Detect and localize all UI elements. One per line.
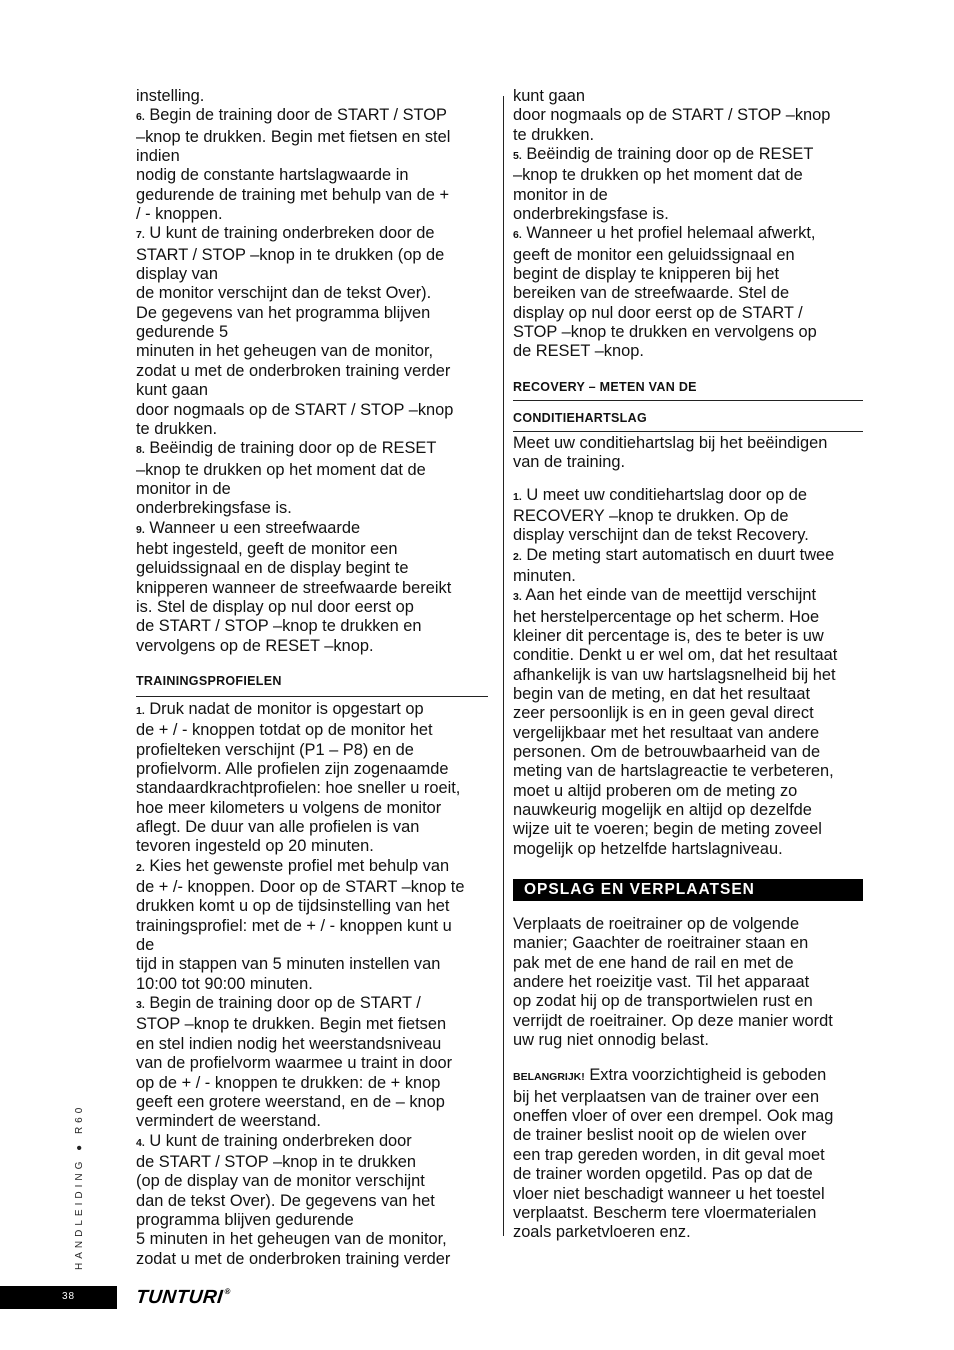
line-text: Beëindig de training door op de RESET <box>526 145 814 164</box>
line-text: U kunt de training onderbreken door de <box>149 224 435 243</box>
line-text: Aan het einde van de meettijd verschijnt <box>525 586 817 605</box>
line-text: van de profielvorm waarmee u traint in door <box>136 1054 453 1073</box>
line-text: Wanneer u een streefwaarde <box>149 518 361 537</box>
text-line <box>136 147 488 166</box>
line-text: op zodat hij op de transportwielen rust en <box>513 992 813 1011</box>
text-line <box>136 1112 488 1131</box>
text-line <box>513 1031 863 1050</box>
step-number: 1. <box>513 490 522 503</box>
heading-divider <box>136 696 488 697</box>
line-text: Beëindig de training door op de RESET <box>149 439 437 458</box>
line-text: indien <box>136 147 180 166</box>
text-line <box>513 627 863 646</box>
line-text: hoe meer kilometers u volgens de monitor <box>136 798 442 817</box>
text-line <box>136 955 488 974</box>
text-line <box>136 186 488 205</box>
left-column <box>136 87 488 1269</box>
line-text: minuten in het geheugen van de monitor, <box>136 342 434 361</box>
step-number: 4. <box>136 1136 145 1149</box>
recovery-heading-2: CONDITIEHARTSLAG <box>513 410 647 425</box>
text-line <box>513 782 863 801</box>
text-line <box>513 265 863 284</box>
text-line <box>513 106 863 125</box>
recovery-intro <box>513 434 863 473</box>
text-line <box>513 323 863 342</box>
line-text: nodig de constante hartslagwaarde in <box>136 166 409 185</box>
line-text: display op nul door eerst op de START / <box>513 303 803 322</box>
line-text: onderbrekingsfase is. <box>136 499 292 518</box>
text-line <box>513 934 863 953</box>
text-line <box>513 186 863 205</box>
text-line <box>513 840 863 859</box>
step-number: 2. <box>136 861 145 874</box>
text-line <box>136 1230 488 1249</box>
line-text: Kies het gewenste profiel met behulp van <box>149 856 450 875</box>
text-line <box>136 224 488 245</box>
text-line <box>513 1204 863 1223</box>
line-text: Wanneer u het profiel helemaal afwerkt, <box>526 224 816 243</box>
line-text: zodat u met de onderbroken training verder <box>136 361 451 380</box>
text-line <box>136 598 488 617</box>
line-text: uw rug niet onnodig belast. <box>513 1031 709 1050</box>
recovery-heading-1: RECOVERY – METEN VAN DE <box>513 379 697 394</box>
line-text: Druk nadat de monitor is opgestart op <box>149 699 424 718</box>
text-line <box>136 87 488 106</box>
line-text: vloer niet beschadigt wanneer u het toestel <box>513 1184 825 1203</box>
line-text: Meet uw conditiehartslag bij het beëindigen <box>513 433 828 452</box>
line-text: wijze uit te voeren; begin de meting zoveel <box>513 820 822 839</box>
line-text: de START / STOP –knop te drukken en <box>136 617 422 636</box>
text-line <box>513 586 863 607</box>
line-text: de START / STOP –knop in te drukken <box>136 1152 417 1171</box>
text-line <box>513 246 863 265</box>
line-text: vervolgens op de RESET –knop. <box>136 636 374 655</box>
step-number: 8. <box>136 444 145 457</box>
text-line <box>136 579 488 598</box>
text-line <box>136 420 488 439</box>
line-text: dan de tekst Over). De gegevens van het <box>136 1191 435 1210</box>
text-line <box>136 637 488 656</box>
text-line <box>513 1223 863 1242</box>
line-text: de + /- knoppen. Door op de START –knop te <box>136 878 465 897</box>
text-line <box>136 1172 488 1191</box>
line-text: begin van de meting, en dat het resultaat <box>513 684 811 703</box>
text-line <box>513 1146 863 1165</box>
text-line <box>513 1126 863 1145</box>
text-line <box>513 87 863 106</box>
line-text: moet u altijd proberen om de meting zo <box>513 781 798 800</box>
text-line <box>136 166 488 185</box>
line-text: de trainer beslist nooit op de wielen over <box>513 1126 807 1145</box>
line-text: personen. Om de betrouwbaarheid van de <box>513 742 821 761</box>
text-line <box>513 1012 863 1031</box>
line-text: het herstelpercentage op het scherm. Hoe <box>513 607 820 626</box>
side-label: HANDLEIDING ● R60 <box>74 1103 85 1270</box>
text-line <box>513 1185 863 1204</box>
text-line <box>513 284 863 303</box>
important-note <box>513 1066 863 1242</box>
text-line <box>136 499 488 518</box>
text-line <box>136 304 488 323</box>
text-line <box>513 453 863 472</box>
text-line <box>136 519 488 540</box>
line-text: meting van de hartslagreactie te verbeteren, <box>513 762 834 781</box>
important-text <box>513 1088 863 1243</box>
line-text: op de + / - knoppen te drukken: de + knop <box>136 1073 441 1092</box>
text-line <box>513 762 863 781</box>
line-text: instelling. <box>136 87 205 105</box>
line-text: zodat u met de onderbroken training verder <box>136 1249 451 1268</box>
text-line <box>136 106 488 127</box>
line-text: kunt gaan <box>513 87 585 105</box>
line-text: STOP –knop te drukken en vervolgens op <box>513 323 817 342</box>
text-line <box>136 1192 488 1211</box>
text-line <box>513 801 863 820</box>
step-number: 9. <box>136 523 145 536</box>
text-line <box>136 994 488 1015</box>
line-text: conditie. Denkt u er wel om, dat het resultaat <box>513 646 838 665</box>
text-line <box>136 917 488 936</box>
line-text: –knop te drukken op het moment dat de <box>136 460 426 479</box>
line-text: oneffen vloer of over een drempel. Ook mag <box>513 1107 834 1126</box>
line-text: 10:00 tot 90:00 minuten. <box>136 974 313 993</box>
text-line <box>136 617 488 636</box>
line-text: gedurende 5 <box>136 323 229 342</box>
text-line <box>136 1093 488 1112</box>
important-first-line: Extra voorzichtigheid is geboden <box>589 1066 827 1085</box>
text-line <box>136 461 488 480</box>
line-text: kleiner dit percentage is, des te beter is uw <box>513 626 824 645</box>
text-line <box>513 666 863 685</box>
text-line <box>513 992 863 1011</box>
text-line <box>513 685 863 704</box>
text-line <box>136 246 488 265</box>
step-number: 2. <box>513 550 522 563</box>
text-line <box>136 721 488 740</box>
line-text: monitor in de <box>513 185 608 204</box>
line-text: De meting start automatisch en duurt twee <box>526 545 835 564</box>
line-text: geeft de monitor een geluidssignaal en <box>513 245 795 264</box>
line-text: de RESET –knop. <box>513 342 644 361</box>
text-line <box>136 1054 488 1073</box>
line-text: profielteken verschijnt (P1 – P8) en de <box>136 740 414 759</box>
line-text: Begin de training door op de START / <box>149 994 421 1013</box>
line-text: door nogmaals op de START / STOP –knop <box>136 400 454 419</box>
line-text: monitor in de <box>136 479 231 498</box>
line-text: bereiken van de streefwaarde. Stel de <box>513 284 790 303</box>
text-line <box>136 381 488 400</box>
right-column <box>513 87 863 1243</box>
text-line <box>136 700 488 721</box>
line-text: U kunt de training onderbreken door <box>149 1131 412 1150</box>
text-line <box>136 265 488 284</box>
text-line <box>513 820 863 839</box>
text-line <box>513 724 863 743</box>
line-text: een trap gereden worden, in dit geval moet <box>513 1145 825 1164</box>
text-line <box>513 546 863 567</box>
line-text: aflegt. De duur van alle profielen is van <box>136 818 420 837</box>
line-text: profielvorm. Alle profielen zijn zogenaamde <box>136 760 449 778</box>
line-text: U meet uw conditiehartslag door op de <box>526 485 807 504</box>
text-line <box>136 1250 488 1269</box>
opslag-text <box>513 915 863 1050</box>
line-text: de monitor verschijnt dan de tekst Over). <box>136 284 432 303</box>
text-line <box>136 857 488 878</box>
line-text: display van <box>136 265 219 284</box>
text-line <box>136 401 488 420</box>
text-line <box>513 646 863 665</box>
text-line <box>136 1132 488 1153</box>
text-line <box>513 915 863 934</box>
line-text: bij het verplaatsen van de trainer over een <box>513 1087 820 1106</box>
text-line <box>136 480 488 499</box>
text-line <box>136 284 488 303</box>
text-line <box>136 1035 488 1054</box>
text-line <box>136 897 488 916</box>
text-line <box>136 741 488 760</box>
line-text: mogelijk op hetzelfde hartslagniveau. <box>513 839 783 858</box>
line-text: en stel indien nodig het weerstandsniveau <box>136 1034 442 1053</box>
step-number: 7. <box>136 229 145 242</box>
line-text: tevoren ingesteld op 20 minuten. <box>136 837 374 856</box>
text-line <box>513 145 863 166</box>
line-text: STOP –knop te drukken. Begin met fietsen <box>136 1015 447 1034</box>
line-text: pak met de ene hand de rail en met de <box>513 953 794 972</box>
text-line <box>513 1107 863 1126</box>
line-text: verrijdt de roeitrainer. Op deze manier wordt <box>513 1011 833 1030</box>
trainingsprofielen-text <box>136 700 488 1269</box>
important-label: BELANGRIJK! <box>513 1071 585 1084</box>
line-text: gedurende de training met behulp van de + <box>136 185 450 204</box>
text-line <box>136 760 488 779</box>
step-number: 1. <box>136 704 145 717</box>
text-line <box>513 973 863 992</box>
line-text: display verschijnt dan de tekst Recovery. <box>513 526 809 545</box>
text-line <box>513 486 863 507</box>
text-line <box>136 779 488 798</box>
line-text: vermindert de weerstand. <box>136 1112 321 1131</box>
column-divider <box>503 96 504 1236</box>
line-text: manier; Gaachter de roeitrainer staan en <box>513 934 809 953</box>
text-line <box>136 837 488 856</box>
text-line <box>513 205 863 224</box>
text-line <box>513 526 863 545</box>
text-line <box>513 304 863 323</box>
line-text: (op de display van de monitor verschijnt <box>136 1172 425 1191</box>
step-number: 6. <box>136 111 145 124</box>
line-text: begint de display te knipperen bij het <box>513 265 780 284</box>
line-text: START / STOP –knop in te drukken (op de <box>136 245 445 264</box>
text-line <box>513 704 863 723</box>
step-number: 6. <box>513 229 522 242</box>
trainingsprofielen-heading: TRAININGSPROFIELEN <box>136 673 282 688</box>
text-line <box>136 540 488 559</box>
text-line <box>513 608 863 627</box>
line-text: vergelijkbaar met het resultaat van andere <box>513 723 820 742</box>
line-text: hebt ingesteld, geeft de monitor een <box>136 539 398 558</box>
line-text: De gegevens van het programma blijven <box>136 303 431 322</box>
line-text: nauwkeurig mogelijk en altijd op dezelfde <box>513 801 812 819</box>
line-text: 5 minuten in het geheugen van de monitor, <box>136 1230 447 1249</box>
text-line <box>513 743 863 762</box>
line-text: kunt gaan <box>136 381 208 400</box>
line-text: is. Stel de display op nul door eerst op <box>136 597 414 616</box>
text-line <box>513 166 863 185</box>
line-text: de + / - knoppen totdat op de monitor het <box>136 721 433 740</box>
line-text: zeer persoonlijk is en in geen geval direct <box>513 704 814 723</box>
text-line <box>136 799 488 818</box>
opslag-heading: OPSLAG EN VERPLAATSEN <box>513 879 863 901</box>
text-line <box>136 362 488 381</box>
line-text: onderbrekingsfase is. <box>513 205 669 224</box>
text-line <box>136 1015 488 1034</box>
line-text: drukken komt u op de tijdsinstelling van het <box>136 897 450 916</box>
page-number: 38 <box>62 1291 76 1302</box>
text-line <box>136 559 488 578</box>
right-text-block <box>513 87 863 362</box>
text-line <box>513 1088 863 1107</box>
step-number: 3. <box>513 591 522 604</box>
line-text: –knop te drukken. Begin met fietsen en stel <box>136 127 451 146</box>
line-text: geeft een grotere weerstand, en de – knop <box>136 1092 445 1111</box>
text-line <box>136 128 488 147</box>
text-line <box>136 1211 488 1230</box>
line-text: de <box>136 936 155 955</box>
line-text: te drukken. <box>513 125 595 144</box>
line-text: de trainer worden opgetild. Pas op dat de <box>513 1165 813 1184</box>
line-text: van de training. <box>513 453 626 472</box>
line-text: –knop te drukken op het moment dat de <box>513 166 803 185</box>
text-line <box>513 1165 863 1184</box>
text-line <box>136 1074 488 1093</box>
line-text: verplaatst. Bescherm tere vloermaterialen <box>513 1203 817 1222</box>
text-line <box>513 507 863 526</box>
line-text: programma blijven gedurende <box>136 1210 354 1229</box>
line-text: Verplaats de roeitrainer op de volgende <box>513 915 800 934</box>
text-line <box>513 342 863 361</box>
line-text: trainingsprofiel: met de + / - knoppen kunt u <box>136 916 452 935</box>
text-line <box>136 936 488 955</box>
text-line <box>513 954 863 973</box>
line-text: Begin de training door de START / STOP <box>149 106 447 125</box>
line-text: afhankelijk is van uw hartslagsnelheid bij het <box>513 665 836 684</box>
text-line <box>136 205 488 224</box>
logo-text: TUNTURI <box>134 1287 225 1308</box>
text-line <box>513 567 863 586</box>
text-line <box>136 342 488 361</box>
line-text: RECOVERY –knop te drukken. Op de <box>513 506 789 525</box>
line-text: tijd in stappen van 5 minuten instellen van <box>136 955 441 974</box>
text-line <box>136 818 488 837</box>
line-text: andere het roeizitje vast. Til het apparaat <box>513 973 810 992</box>
left-text-block <box>136 87 488 656</box>
line-text: zoals parketvloeren enz. <box>513 1223 691 1242</box>
text-line <box>136 878 488 897</box>
recovery-steps <box>513 486 863 860</box>
text-line <box>136 1153 488 1172</box>
tunturi-logo <box>135 1287 232 1309</box>
page-number-box <box>0 1286 117 1309</box>
text-line <box>513 434 863 453</box>
line-text: standaardkrachtprofielen: hoe sneller u roeit, <box>136 779 461 798</box>
line-text: te drukken. <box>136 419 218 438</box>
line-text: knipperen wanneer de streefwaarde bereikt <box>136 578 452 597</box>
text-line <box>136 975 488 994</box>
step-number: 5. <box>513 150 522 163</box>
text-line <box>513 224 863 245</box>
text-line <box>513 126 863 145</box>
heading-divider <box>513 431 863 432</box>
line-text: / - knoppen. <box>136 205 223 224</box>
heading-divider <box>513 400 863 401</box>
line-text: door nogmaals op de START / STOP –knop <box>513 106 831 125</box>
line-text: minuten. <box>513 566 576 585</box>
step-number: 3. <box>136 999 145 1012</box>
line-text: geluidssignaal en de display begint te <box>136 559 409 578</box>
logo-mark: ® <box>224 1287 232 1296</box>
text-line <box>136 323 488 342</box>
text-line <box>136 439 488 460</box>
